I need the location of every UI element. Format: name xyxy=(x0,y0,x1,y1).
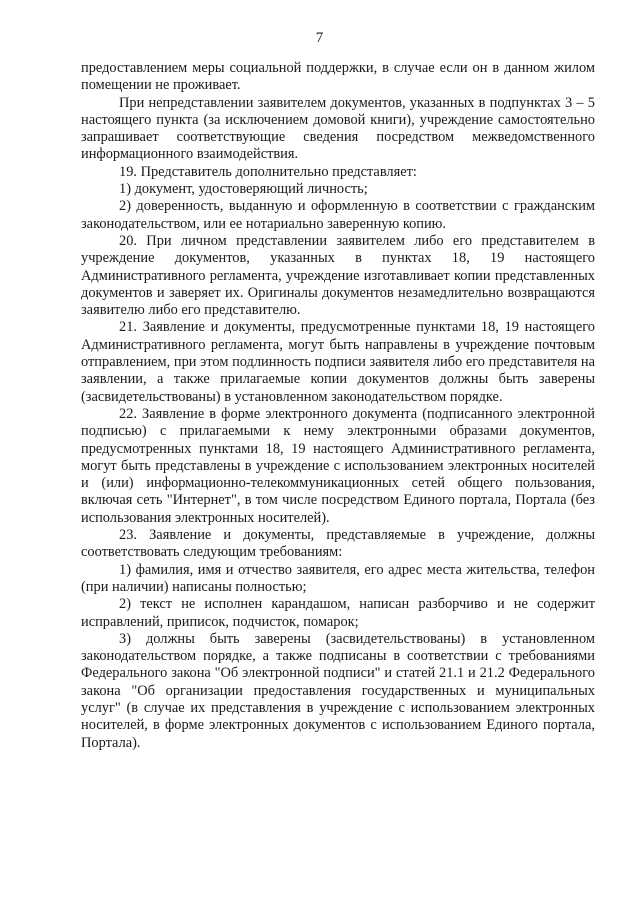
list-item-23-3: 3) должны быть заверены (засвидетельствованы) в установленном законодательством порядке, а также подписаны в соответствии с требованиями Федерального закона "Об электронной подписи" и статей 21.1 и 21.2 Федерального закона "Об организации предоставления государственных и муниципальных услуг" (в случае их представления в учреждение с использованием электронных носителей, в форме электронных документов с использованием Единого портала, Портала). xyxy=(81,630,595,751)
list-item-23-1: 1) фамилия, имя и отчество заявителя, его адрес места жительства, телефон (при наличии) написаны полностью; xyxy=(81,561,595,595)
list-item-19-2: 2) доверенность, выданную и оформленную в соответствии с гражданским законодательством, или ее нотариально заверенную копию. xyxy=(81,198,595,232)
paragraph-20: 20. При личном представлении заявителем либо его представителем в учреждение документов, указанных в пунктах 18, 19 настоящего Административного регламента, учреждение изготавливает копии представленных документов и заверяет их. Оригиналы документов незамедлительно возвращаются заявителю либо его представителю. xyxy=(81,232,595,319)
paragraph-documents-request: При непредставлении заявителем документов, указанных в подпунктах 3 – 5 настоящего пункта (за исключением домовой книги), учреждение самостоятельно запрашивает соответствующие сведения посредством межведомственного информационного взаимодействия. xyxy=(81,94,595,163)
list-item-23-2: 2) текст не исполнен карандашом, написан разборчиво и не содержит исправлений, приписок, подчисток, помарок; xyxy=(81,596,595,630)
paragraph-19: 19. Представитель дополнительно представляет: xyxy=(119,163,417,180)
paragraph-23: 23. Заявление и документы, представляемые в учреждение, должны соответствовать следующим требованиям: xyxy=(81,527,595,561)
page-number: 7 xyxy=(315,30,324,46)
paragraph-22: 22. Заявление в форме электронного документа (подписанного электронной подписью) с прилагаемыми к нему электронными образами документов, предусмотренных пунктами 18, 19 настоящего Административного регламента, могут быть представлены в учреждение с использованием электронных носителей и (или) информационно-телекоммуникационных сетей общего пользования, включая сеть "Интернет", в том числе посредством Единого портала, Портала (без использования электронных носителей). xyxy=(81,405,595,526)
paragraph-21: 21. Заявление и документы, предусмотренные пунктами 18, 19 настоящего Административного регламента, могут быть направлены в учреждение почтовым отправлением, при этом подлинность подписи заявителя либо его представителя на заявлении, а также прилагаемые копии документов должны быть заверены (засвидетельствованы) в установленном законодательством порядке. xyxy=(81,319,595,405)
document-body xyxy=(81,60,595,752)
list-item-19-1: 1) документ, удостоверяющий личность; xyxy=(119,181,368,198)
paragraph-continuation: предоставлением меры социальной поддержки, в случае если он в данном жилом помещении не проживает. xyxy=(81,60,595,94)
